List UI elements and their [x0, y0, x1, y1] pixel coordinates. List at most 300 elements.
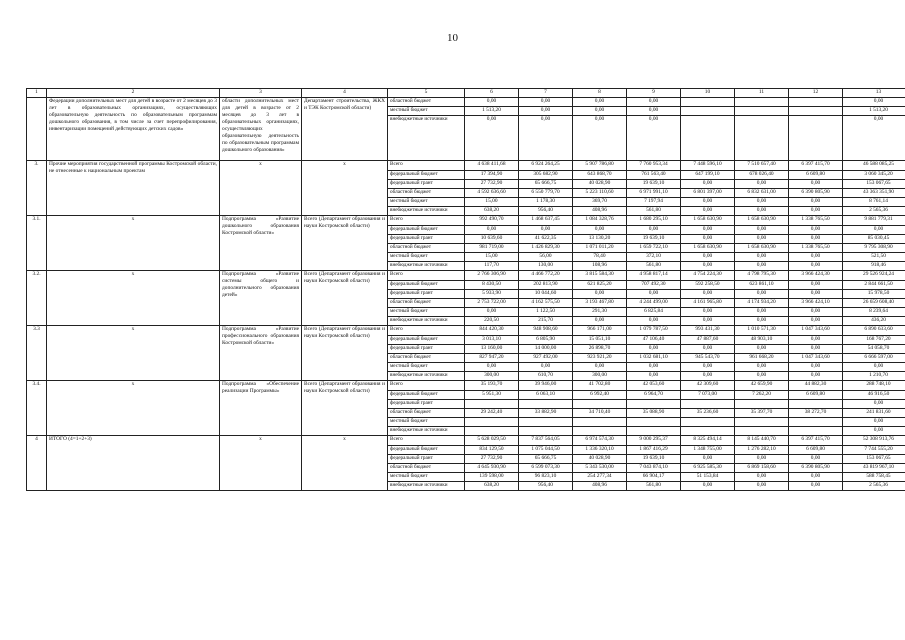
- amount-cell: 26 659 608,40: [843, 299, 905, 308]
- amount-cell: 1 338 765,50: [789, 216, 843, 226]
- row-number: 3.4.: [27, 381, 47, 436]
- amount-cell: 638,20: [465, 482, 519, 491]
- amount-cell: 6 924 264,25: [519, 161, 573, 171]
- amount-cell: 0,00: [735, 317, 789, 326]
- amount-cell: 1 658 630,90: [681, 216, 735, 226]
- amount-cell: 0,00: [735, 235, 789, 244]
- amount-cell: 561,80: [627, 482, 681, 491]
- amount-cell: 108,96: [573, 262, 627, 271]
- amount-cell: 42 309,60: [681, 381, 735, 391]
- amount-cell: 0,00: [789, 363, 843, 372]
- amount-cell: 6 390 805,90: [789, 464, 843, 473]
- amount-cell: 3 060 345,20: [843, 171, 905, 180]
- amount-cell: 5 343 530,00: [573, 464, 627, 473]
- row-number: [27, 98, 47, 161]
- amount-cell: 168 767,20: [843, 336, 905, 345]
- amount-cell: 241 831,60: [843, 409, 905, 418]
- amount-cell: 10 044,60: [519, 290, 573, 299]
- amount-cell: 0,00: [519, 98, 573, 107]
- funding-source: областной бюджет: [388, 244, 465, 253]
- funding-source: федеральный бюджет: [388, 281, 465, 290]
- funding-source: внебюджетные источники: [388, 427, 465, 436]
- amount-cell: [519, 427, 573, 436]
- amount-cell: 0,00: [789, 253, 843, 262]
- amount-cell: 0,00: [681, 345, 735, 354]
- amount-cell: [735, 98, 789, 107]
- amount-cell: 6 550 779,70: [519, 189, 573, 198]
- amount-cell: 1 658 630,90: [681, 244, 735, 253]
- header-cell: 3: [220, 89, 302, 98]
- measure-name: x: [47, 271, 220, 326]
- amount-cell: 6 825,84: [627, 308, 681, 317]
- amount-cell: 0,00: [789, 262, 843, 271]
- amount-cell: 0,00: [627, 107, 681, 116]
- amount-cell: 834 129,50: [465, 446, 519, 455]
- amount-cell: 0,00: [843, 363, 905, 372]
- amount-cell: 46 588 085,25: [843, 161, 905, 171]
- amount-cell: [735, 427, 789, 436]
- amount-cell: 408,96: [573, 482, 627, 491]
- amount-cell: 4 958 817,14: [627, 271, 681, 281]
- amount-cell: 19 639,10: [627, 455, 681, 464]
- amount-cell: 1 680 295,10: [627, 216, 681, 226]
- amount-cell: [681, 400, 735, 409]
- amount-cell: 46 916,50: [843, 391, 905, 400]
- funding-source: местный бюджет: [388, 253, 465, 262]
- amount-cell: 961 668,20: [735, 354, 789, 363]
- amount-cell: 2 753 722,00: [465, 299, 519, 308]
- amount-cell: 966 171,00: [573, 326, 627, 336]
- amount-cell: 0,00: [627, 372, 681, 381]
- amount-cell: 1 338 765,50: [789, 244, 843, 253]
- header-cell: 10: [681, 89, 735, 98]
- program-name: x: [220, 436, 302, 491]
- amount-cell: 6 599 073,30: [519, 464, 573, 473]
- funding-source: федеральный бюджет: [388, 446, 465, 455]
- amount-cell: 0,00: [789, 226, 843, 235]
- header-cell: 4: [302, 89, 388, 98]
- amount-cell: 15,00: [465, 253, 519, 262]
- table-row: [27, 98, 905, 107]
- funding-source: федеральный бюджет: [388, 171, 465, 180]
- amount-cell: 1 659 722,10: [627, 244, 681, 253]
- amount-cell: 1 032 681,10: [627, 354, 681, 363]
- funding-source: областной бюджет: [388, 464, 465, 473]
- header-row: [27, 89, 905, 98]
- amount-cell: [573, 400, 627, 409]
- amount-cell: 0,00: [843, 427, 905, 436]
- table-row: [27, 381, 905, 391]
- amount-cell: 0,00: [735, 290, 789, 299]
- table-row: [27, 271, 905, 281]
- amount-cell: 0,00: [843, 400, 905, 409]
- table-row: [27, 161, 905, 171]
- amount-cell: [789, 427, 843, 436]
- funding-source: внебюджетные источники: [388, 317, 465, 326]
- amount-cell: 153 067,65: [843, 455, 905, 464]
- funding-source: областной бюджет: [388, 354, 465, 363]
- amount-cell: 0,00: [519, 226, 573, 235]
- measure-name: Федерации дополнительных мест для детей в возрасте от 2 месяцев до 3 лет в образовательных организациях, осуществляющих образовательную деятельность по образовательным программам дошкольного образования, в том числе за счет перепрофилирования, инвентаризации помещений действующих детских садов»: [47, 98, 220, 161]
- amount-cell: 0,00: [681, 372, 735, 381]
- amount-cell: 15,00: [465, 198, 519, 207]
- amount-cell: 6 397 415,70: [789, 436, 843, 446]
- amount-cell: 561,80: [627, 262, 681, 271]
- table-row: [27, 326, 905, 336]
- amount-cell: 0,00: [681, 290, 735, 299]
- amount-cell: 1 071 011,20: [573, 244, 627, 253]
- amount-cell: 0,00: [789, 207, 843, 216]
- amount-cell: 0,00: [735, 372, 789, 381]
- amount-cell: 372,10: [627, 253, 681, 262]
- amount-cell: 291,30: [573, 308, 627, 317]
- amount-cell: 0,00: [789, 473, 843, 482]
- amount-cell: 0,00: [573, 107, 627, 116]
- amount-cell: [789, 107, 843, 116]
- amount-cell: 1 658 630,90: [735, 216, 789, 226]
- amount-cell: [735, 107, 789, 116]
- amount-cell: 643 868,70: [573, 171, 627, 180]
- amount-cell: 945 543,70: [681, 354, 735, 363]
- amount-cell: 0,00: [681, 180, 735, 189]
- amount-cell: 17 394,90: [465, 171, 519, 180]
- amount-cell: 638,20: [465, 207, 519, 216]
- amount-cell: 0,00: [681, 363, 735, 372]
- amount-cell: 3 193 467,80: [573, 299, 627, 308]
- amount-cell: 0,00: [789, 180, 843, 189]
- amount-cell: 592 258,50: [681, 281, 735, 290]
- amount-cell: 300,00: [465, 372, 519, 381]
- responsible-executor: Всего (Департамент образования и науки Костромской области): [302, 216, 388, 271]
- amount-cell: 7 837 564,05: [519, 436, 573, 446]
- amount-cell: 0,00: [465, 363, 519, 372]
- amount-cell: 43 819 967,10: [843, 464, 905, 473]
- amount-cell: 610,70: [519, 372, 573, 381]
- program-name: Подпрограмма «Развитие системы общего и дополнительного образования детей»: [220, 271, 302, 326]
- row-number: 3.: [27, 161, 47, 216]
- amount-cell: 288 748,10: [843, 381, 905, 391]
- amount-cell: 35 088,90: [627, 409, 681, 418]
- amount-cell: 0,00: [573, 116, 627, 161]
- amount-cell: 0,00: [627, 116, 681, 161]
- header-cell: 5: [388, 89, 465, 98]
- funding-source: Всего: [388, 381, 465, 391]
- funding-source: Всего: [388, 271, 465, 281]
- amount-cell: 0,00: [843, 226, 905, 235]
- amount-cell: 0,00: [573, 363, 627, 372]
- amount-cell: 0,00: [843, 98, 905, 107]
- amount-cell: 96 823,10: [519, 473, 573, 482]
- amount-cell: [735, 116, 789, 161]
- amount-cell: 254 277,34: [573, 473, 627, 482]
- amount-cell: 7 744 555,20: [843, 446, 905, 455]
- row-number: 3.2.: [27, 271, 47, 326]
- amount-cell: 6 992,40: [573, 391, 627, 400]
- amount-cell: 561,80: [627, 207, 681, 216]
- amount-cell: 956,40: [519, 207, 573, 216]
- amount-cell: 52 308 913,76: [843, 436, 905, 446]
- amount-cell: [573, 427, 627, 436]
- funding-source: местный бюджет: [388, 107, 465, 116]
- amount-cell: 15 051,10: [573, 336, 627, 345]
- amount-cell: 66 904,17: [627, 473, 681, 482]
- amount-cell: 621 825,20: [573, 281, 627, 290]
- amount-cell: 27 732,90: [465, 180, 519, 189]
- row-number: 3.1.: [27, 216, 47, 271]
- amount-cell: 117,70: [465, 262, 519, 271]
- amount-cell: 0,00: [573, 317, 627, 326]
- amount-cell: [789, 98, 843, 107]
- amount-cell: 0,00: [627, 226, 681, 235]
- amount-cell: 1 047 343,60: [789, 326, 843, 336]
- amount-cell: 29 242,40: [465, 409, 519, 418]
- funding-source: внебюджетные источники: [388, 262, 465, 271]
- amount-cell: 43 363 351,90: [843, 189, 905, 198]
- amount-cell: 3 966 424,30: [789, 271, 843, 281]
- amount-cell: 1 079 787,50: [627, 326, 681, 336]
- amount-cell: 35 193,70: [465, 381, 519, 391]
- amount-cell: 39 946,00: [519, 381, 573, 391]
- amount-cell: [681, 418, 735, 427]
- amount-cell: 0,00: [573, 98, 627, 107]
- amount-cell: 8 430,50: [465, 281, 519, 290]
- amount-cell: 33 882,90: [519, 409, 573, 418]
- amount-cell: 0,00: [735, 262, 789, 271]
- amount-cell: 0,00: [789, 345, 843, 354]
- amount-cell: 623 861,10: [735, 281, 789, 290]
- amount-cell: 1 513,20: [843, 107, 905, 116]
- amount-cell: [465, 418, 519, 427]
- amount-cell: 5 951,30: [465, 391, 519, 400]
- header-cell: 1: [27, 89, 47, 98]
- amount-cell: [735, 418, 789, 427]
- amount-cell: 3 013,10: [465, 336, 519, 345]
- amount-cell: [681, 107, 735, 116]
- amount-cell: 0,00: [735, 198, 789, 207]
- header-cell: 8: [573, 89, 627, 98]
- amount-cell: 993 431,30: [681, 326, 735, 336]
- funding-source: Всего: [388, 216, 465, 226]
- measure-name: x: [47, 326, 220, 381]
- funding-source: Всего: [388, 326, 465, 336]
- amount-cell: 588 758,45: [843, 473, 905, 482]
- amount-cell: 305 682,90: [519, 171, 573, 180]
- amount-cell: 6 890 633,60: [843, 326, 905, 336]
- amount-cell: 9 795 308,90: [843, 244, 905, 253]
- amount-cell: 1 075 044,50: [519, 446, 573, 455]
- amount-cell: 6 964,70: [627, 391, 681, 400]
- amount-cell: 0,00: [465, 226, 519, 235]
- amount-cell: 3 815 584,30: [573, 271, 627, 281]
- amount-cell: 0,00: [681, 207, 735, 216]
- funding-source: федеральный грант: [388, 235, 465, 244]
- funding-source: федеральный бюджет: [388, 226, 465, 235]
- amount-cell: 7 073,00: [681, 391, 735, 400]
- responsible-executor: Всего (Департамент образования и науки Костромской области): [302, 381, 388, 436]
- amount-cell: 678 026,40: [735, 171, 789, 180]
- amount-cell: 0,00: [789, 308, 843, 317]
- amount-cell: 34 710,40: [573, 409, 627, 418]
- amount-cell: 202 813,90: [519, 281, 573, 290]
- amount-cell: 6 390 805,90: [789, 189, 843, 198]
- amount-cell: 0,00: [789, 482, 843, 491]
- amount-cell: 0,00: [681, 308, 735, 317]
- header-cell: 7: [519, 89, 573, 98]
- amount-cell: 1 122,50: [519, 308, 573, 317]
- amount-cell: 65 666,75: [519, 180, 573, 189]
- amount-cell: 6 609,80: [789, 391, 843, 400]
- amount-cell: 4 638 411,68: [465, 161, 519, 171]
- amount-cell: 0,00: [573, 290, 627, 299]
- amount-cell: 0,00: [789, 290, 843, 299]
- amount-cell: 0,00: [681, 262, 735, 271]
- amount-cell: 2 766 306,90: [465, 271, 519, 281]
- measure-name: x: [47, 381, 220, 436]
- budget-table: [26, 88, 905, 491]
- amount-cell: [519, 400, 573, 409]
- amount-cell: 19 639,10: [627, 180, 681, 189]
- amount-cell: 0,00: [843, 418, 905, 427]
- amount-cell: 0,00: [789, 372, 843, 381]
- amount-cell: 6 609,80: [789, 171, 843, 180]
- amount-cell: 827 947,20: [465, 354, 519, 363]
- amount-cell: 992 490,70: [465, 216, 519, 226]
- amount-cell: 0,00: [519, 363, 573, 372]
- amount-cell: 78,40: [573, 253, 627, 262]
- amount-cell: 215,70: [519, 317, 573, 326]
- program-name: Подпрограмма «Обеспечение реализации Программы»: [220, 381, 302, 436]
- amount-cell: [465, 427, 519, 436]
- amount-cell: 40 028,90: [573, 455, 627, 464]
- table-row: [27, 436, 905, 446]
- funding-source: федеральный грант: [388, 400, 465, 409]
- amount-cell: 0,00: [573, 226, 627, 235]
- funding-source: федеральный грант: [388, 290, 465, 299]
- header-cell: 11: [735, 89, 789, 98]
- measure-name: ИТОГО (4=1+2+3): [47, 436, 220, 491]
- amount-cell: [789, 418, 843, 427]
- page-number: 10: [447, 32, 458, 44]
- funding-source: областной бюджет: [388, 98, 465, 107]
- amount-cell: 0,00: [681, 253, 735, 262]
- amount-cell: 47 106,40: [627, 336, 681, 345]
- amount-cell: 85 030,45: [843, 235, 905, 244]
- amount-cell: 8 325 494,14: [681, 436, 735, 446]
- amount-cell: 41 702,80: [573, 381, 627, 391]
- amount-cell: 0,00: [681, 226, 735, 235]
- amount-cell: 4 645 930,90: [465, 464, 519, 473]
- amount-cell: 7 197,94: [627, 198, 681, 207]
- amount-cell: 7 760 953,34: [627, 161, 681, 171]
- responsible-executor: Департамент строительства, ЖКХ и ТЭК Костромской области): [302, 98, 388, 161]
- amount-cell: 6 801 397,00: [681, 189, 735, 198]
- program-name: Подпрограмма «Развитие дошкольного образования Костромской области»: [220, 216, 302, 271]
- amount-cell: 153 067,65: [843, 180, 905, 189]
- amount-cell: 42 053,60: [627, 381, 681, 391]
- amount-cell: 15 978,50: [843, 290, 905, 299]
- amount-cell: 956,40: [519, 482, 573, 491]
- amount-cell: 0,00: [681, 198, 735, 207]
- program-name: Подпрограмма «Развитие профессионального образования Костромской области»: [220, 326, 302, 381]
- amount-cell: 13 160,00: [465, 345, 519, 354]
- amount-cell: 0,00: [681, 235, 735, 244]
- amount-cell: 927 492,00: [519, 354, 573, 363]
- amount-cell: 65 666,75: [519, 455, 573, 464]
- amount-cell: 0,00: [735, 455, 789, 464]
- amount-cell: 7 262,20: [735, 391, 789, 400]
- amount-cell: 0,00: [735, 363, 789, 372]
- amount-cell: [627, 400, 681, 409]
- amount-cell: 47 887,60: [681, 336, 735, 345]
- amount-cell: 4 466 772,20: [519, 271, 573, 281]
- amount-cell: 5 628 029,50: [465, 436, 519, 446]
- amount-cell: [681, 427, 735, 436]
- amount-cell: 0,00: [465, 98, 519, 107]
- amount-cell: 0,00: [735, 482, 789, 491]
- amount-cell: [573, 418, 627, 427]
- amount-cell: 1 348 755,00: [681, 446, 735, 455]
- amount-cell: 0,00: [681, 317, 735, 326]
- table-row: [27, 216, 905, 226]
- amount-cell: 8 761,14: [843, 198, 905, 207]
- amount-cell: 1 658 630,90: [735, 244, 789, 253]
- amount-cell: 5 907 786,80: [573, 161, 627, 171]
- amount-cell: 8 145 440,70: [735, 436, 789, 446]
- amount-cell: 13 130,20: [573, 235, 627, 244]
- amount-cell: 844 420,30: [465, 326, 519, 336]
- amount-cell: 10 639,60: [465, 235, 519, 244]
- amount-cell: 0,00: [789, 455, 843, 464]
- amount-cell: 4 754 224,30: [681, 271, 735, 281]
- amount-cell: 0,00: [735, 226, 789, 235]
- amount-cell: 40 028,90: [573, 180, 627, 189]
- measure-name: Прочие мероприятия государственной программы Костромской области, не отнесенные к национальным проектам: [47, 161, 220, 216]
- amount-cell: 0,00: [519, 116, 573, 161]
- amount-cell: 35 236,60: [681, 409, 735, 418]
- amount-cell: 14 000,00: [519, 345, 573, 354]
- amount-cell: 369,70: [573, 198, 627, 207]
- amount-cell: 0,00: [627, 98, 681, 107]
- header-cell: 12: [789, 89, 843, 98]
- amount-cell: 0,00: [627, 363, 681, 372]
- funding-source: внебюджетные источники: [388, 207, 465, 216]
- amount-cell: 220,50: [465, 317, 519, 326]
- amount-cell: 2 844 661,50: [843, 281, 905, 290]
- header-cell: 2: [47, 89, 220, 98]
- amount-cell: 6 397 415,70: [789, 161, 843, 171]
- amount-cell: 0,00: [789, 336, 843, 345]
- amount-cell: 6 925 585,30: [681, 464, 735, 473]
- amount-cell: 6 609,80: [789, 446, 843, 455]
- row-number: 3.3: [27, 326, 47, 381]
- amount-cell: 1 468 637,45: [519, 216, 573, 226]
- amount-cell: 7 448 596,10: [681, 161, 735, 171]
- amount-cell: 4 592 636,60: [465, 189, 519, 198]
- amount-cell: 0,00: [681, 455, 735, 464]
- amount-cell: 948 908,60: [519, 326, 573, 336]
- amount-cell: 707 492,30: [627, 281, 681, 290]
- responsible-executor: Всего (Департамент образования и науки Костромской области): [302, 326, 388, 381]
- amount-cell: 56,00: [519, 253, 573, 262]
- amount-cell: [519, 418, 573, 427]
- amount-cell: [465, 400, 519, 409]
- funding-source: местный бюджет: [388, 473, 465, 482]
- program-name: области дополнительных мест для детей в возрасте от 2 месяцев до 3 лет в образовательных организациях, осуществляющих образовательную деятельность по образовательным программам дошкольного образования»: [220, 98, 302, 161]
- amount-cell: 1 010 571,30: [735, 326, 789, 336]
- responsible-executor: x: [302, 161, 388, 216]
- amount-cell: [735, 400, 789, 409]
- funding-source: федеральный бюджет: [388, 391, 465, 400]
